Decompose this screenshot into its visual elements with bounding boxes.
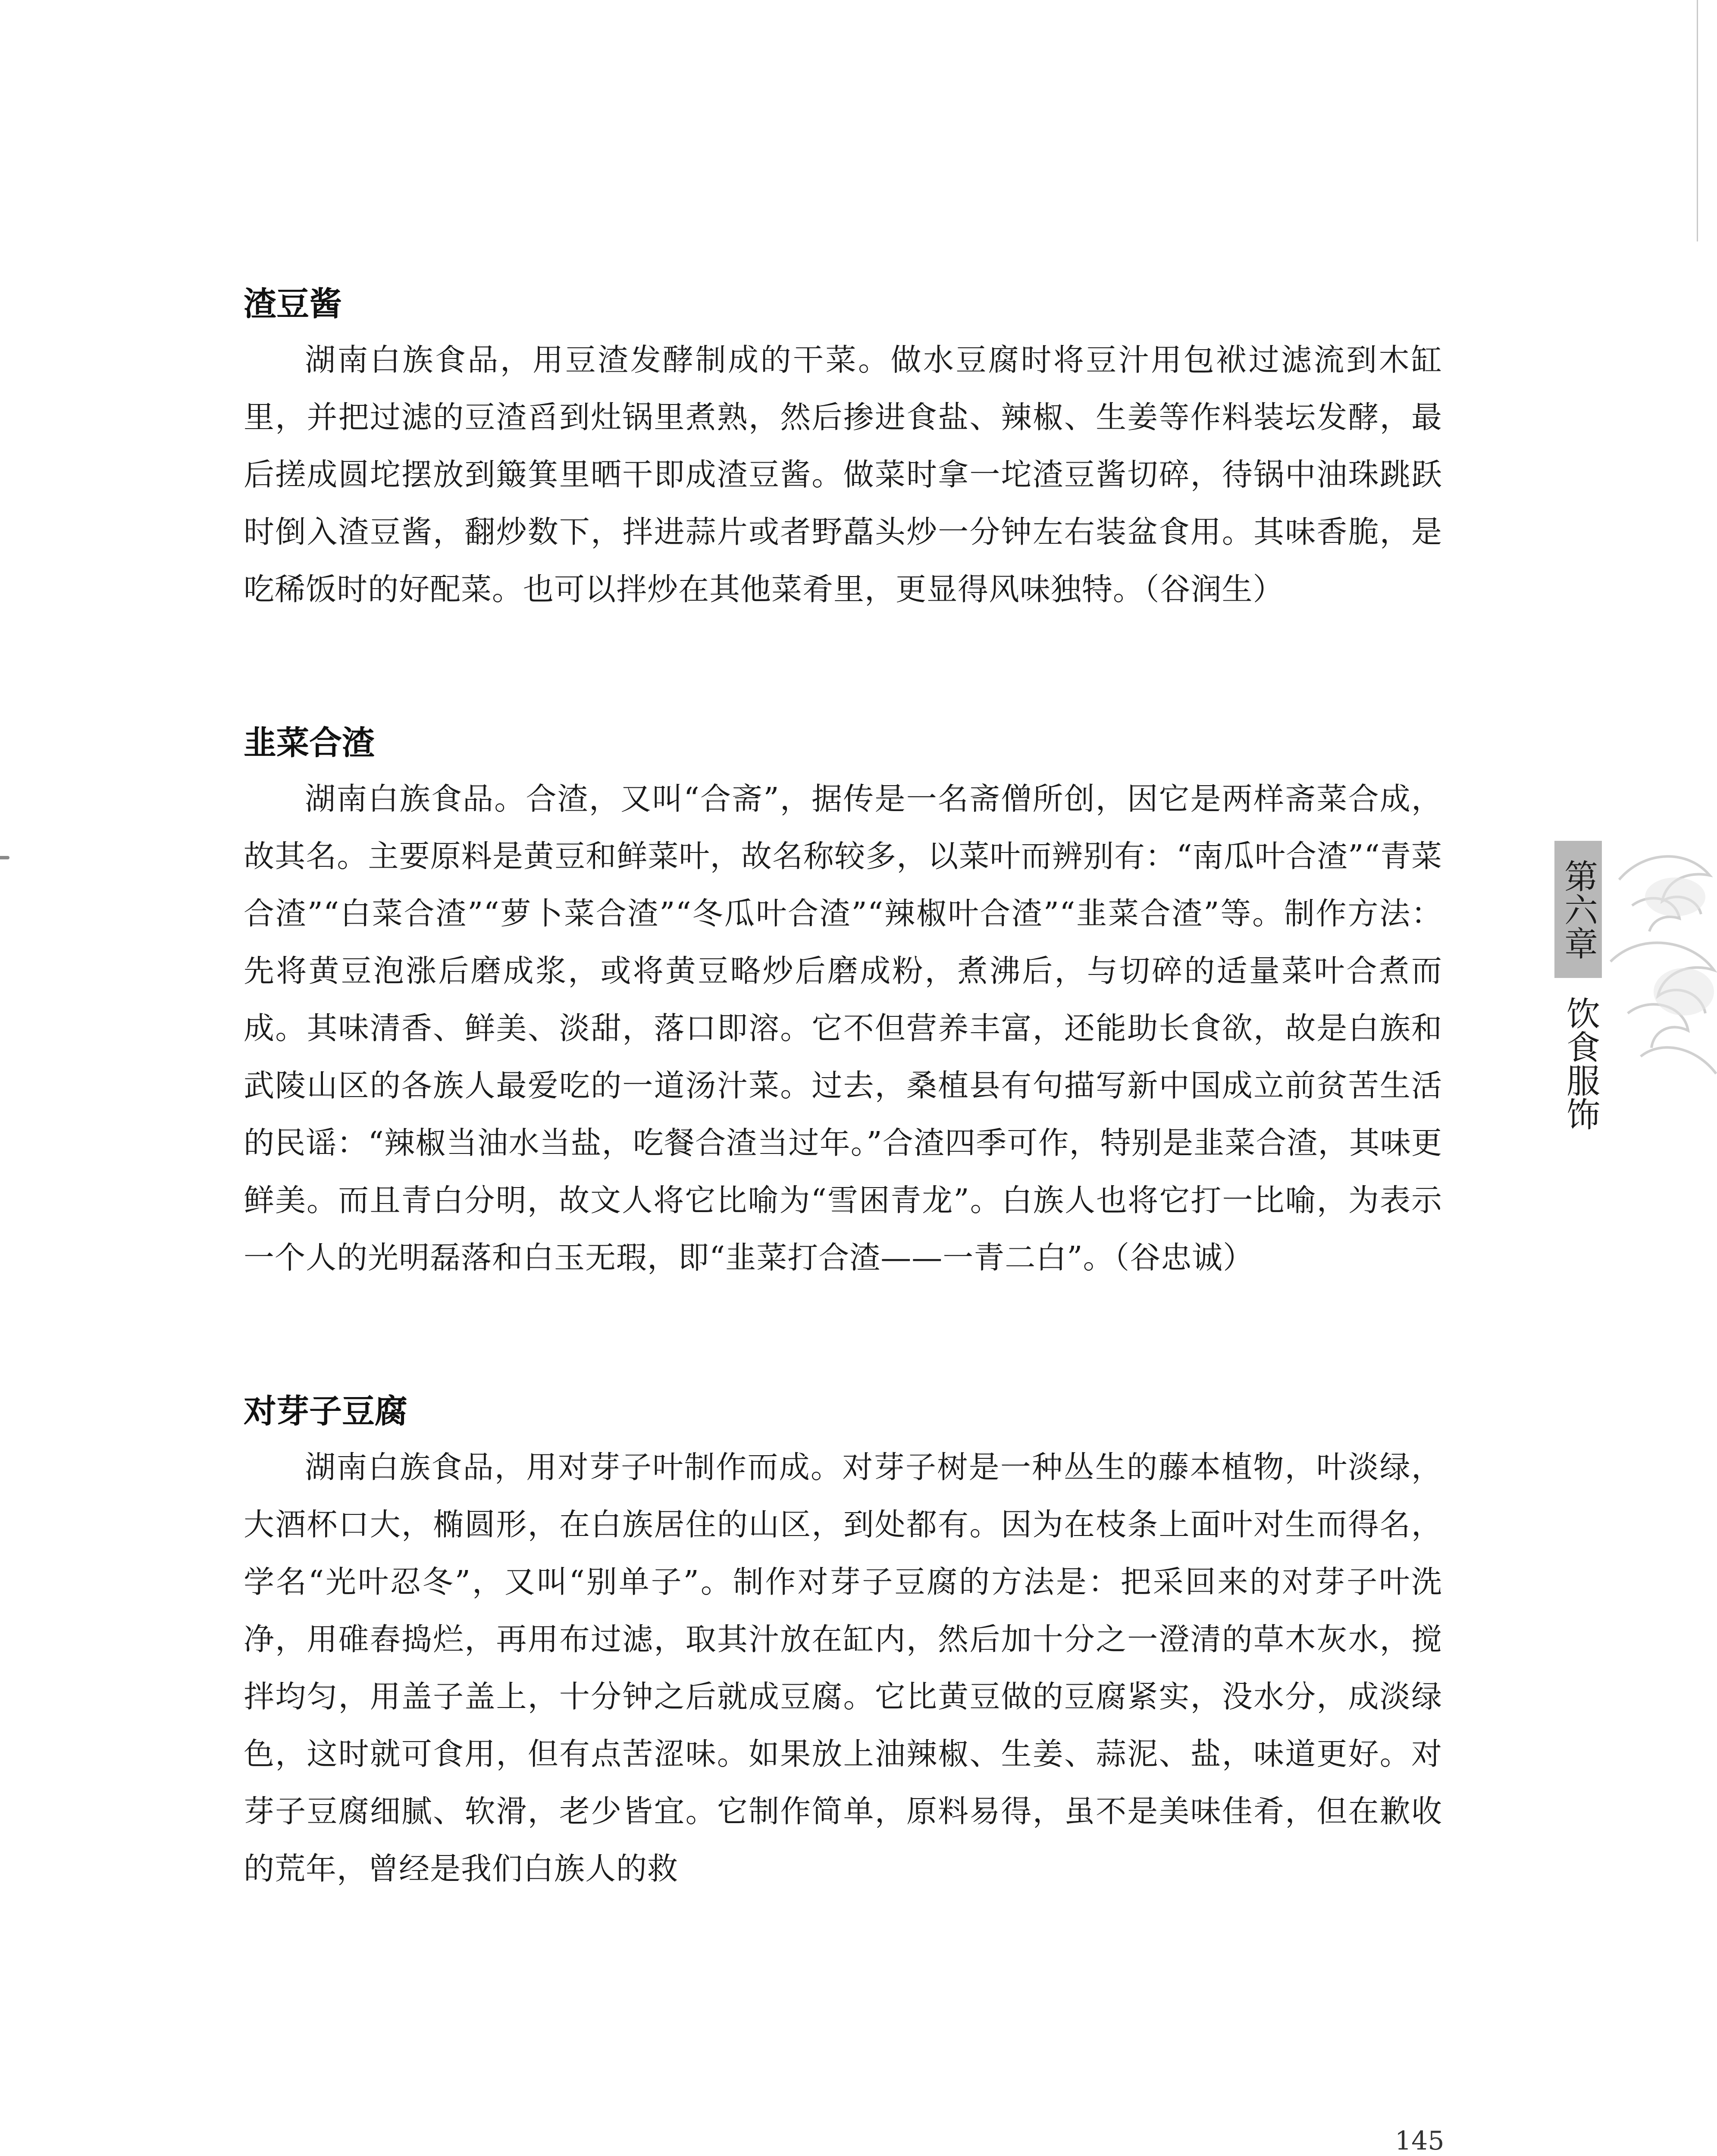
binding-line (1697, 0, 1698, 241)
entry-title: 渣豆酱 (244, 285, 342, 323)
entry-body: 湖南白族食品，用豆渣发酵制成的干菜。做水豆腐时将豆汁用包袱过滤流到木缸里，并把过滤的豆渣舀到灶锅里煮熟，然后掺进食盐、辣椒、生姜等作料装坛发酵，最后搓成圆坨摆放到簸箕里晒干即成渣豆酱。做菜时拿一坨渣豆酱切碎，待锅中油珠跳跃时倒入渣豆酱，翻炒数下，拌进蒜片或者野藠头炒一分钟左右装盆食用。其味香脆，是吃稀饭时的好配菜。也可以拌炒在其他菜肴里，更显得风味独特。（谷润生） (244, 342, 1442, 607)
entry-zha-dou-jiang (244, 280, 1442, 618)
entry-jiu-cai-he-zha (244, 719, 1442, 1286)
margin-mark (0, 856, 9, 859)
entry-body: 湖南白族食品，用对芽子叶制作而成。对芽子树是一种丛生的藤本植物，叶淡绿，大酒杯口大，椭圆形，在白族居住的山区，到处都有。因为在枝条上面叶对生而得名，学名“光叶忍冬”，又叫“别单子”。制作对芽子豆腐的方法是：把采回来的对芽子叶洗净，用碓舂捣烂，再用布过滤，取其汁放在缸内，然后加十分之一澄清的草木灰水，搅拌均匀，用盖子盖上，十分钟之后就成豆腐。它比黄豆做的豆腐紧实，没水分，成淡绿色，这时就可食用，但有点苦涩味。如果放上油辣椒、生姜、蒜泥、盐，味道更好。对芽子豆腐细腻、软滑，老少皆宜。它制作简单，原料易得，虽不是美味佳肴，但在歉收的荒年，曾经是我们白族人的救 (244, 1449, 1442, 1887)
chapter-label: 第六章 (1554, 841, 1602, 978)
chapter-tab (1546, 832, 1675, 1203)
chapter-subtitle: 饮食服饰 (1561, 996, 1600, 1131)
entry-dui-ya-zi-dou-fu (244, 1388, 1442, 1897)
entry-title: 韭菜合渣 (244, 724, 375, 762)
page-content (244, 280, 1442, 1897)
entry-body: 湖南白族食品。合渣，又叫“合斋”，据传是一名斋僧所创，因它是两样斋菜合成，故其名。主要原料是黄豆和鲜菜叶，故名称较多，以菜叶而辨别有：“南瓜叶合渣”“青菜合渣”“白菜合渣”“萝卜菜合渣”“冬瓜叶合渣”“辣椒叶合渣”“韭菜合渣”等。制作方法：先将黄豆泡涨后磨成浆，或将黄豆略炒后磨成粉，煮沸后，与切碎的适量菜叶合煮而成。其味清香、鲜美、淡甜，落口即溶。它不但营养丰富，还能助长食欲，故是白族和武陵山区的各族人最爱吃的一道汤汁菜。过去，桑植县有句描写新中国成立前贫苦生活的民谣：“辣椒当油水当盐，吃餐合渣当过年。”合渣四季可作，特别是韭菜合渣，其味更鲜美。而且青白分明，故文人将它比喻为“雪困青龙”。白族人也将它打一比喻，为表示一个人的光明磊落和白玉无瑕，即“韭菜打合渣——一青二白”。（谷忠诚） (244, 781, 1442, 1275)
page-number: 145 (1395, 2126, 1444, 2156)
entry-title: 对芽子豆腐 (244, 1392, 407, 1430)
